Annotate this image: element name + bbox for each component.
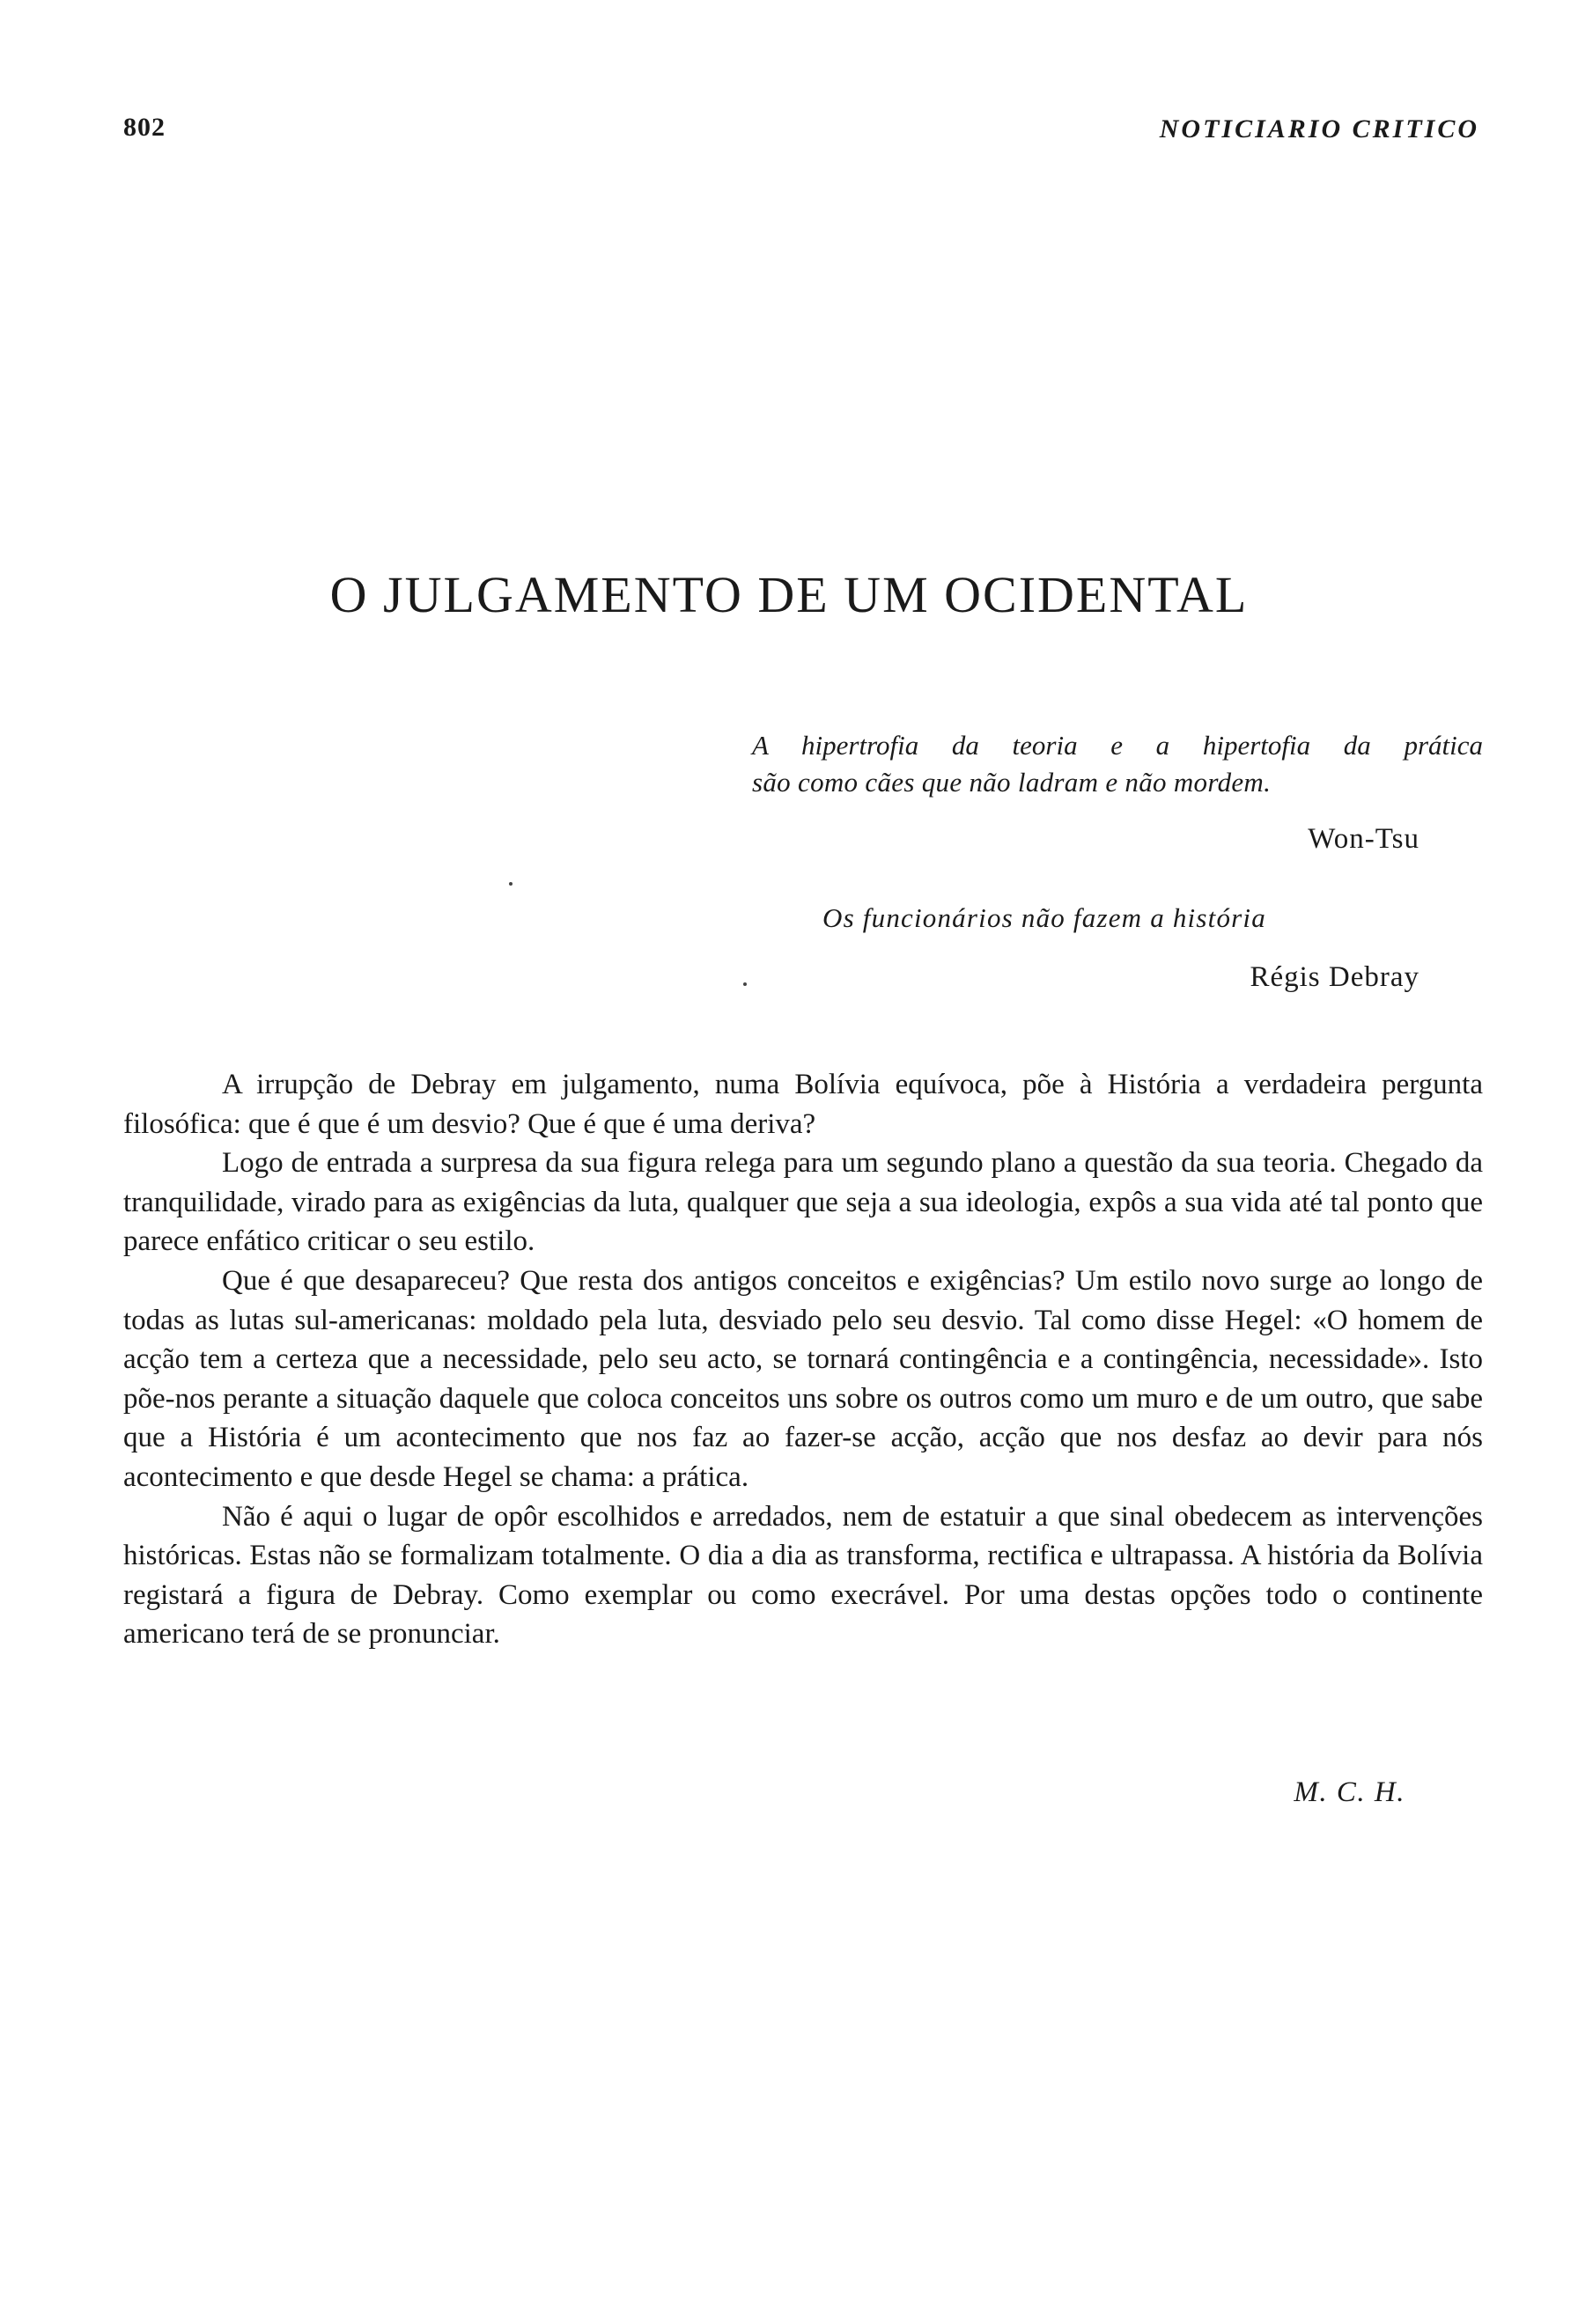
author-signature: M. C. H. — [1294, 1776, 1405, 1808]
page-number: 802 — [123, 113, 166, 142]
running-head: NOTICIARIO CRITICO — [1159, 114, 1479, 143]
epigraph-author: Régis Debray — [1250, 961, 1419, 993]
epigraph-line: A hipertrofia da teoria e a hipertofia da prática — [752, 730, 1483, 761]
epigraph-line: Os funcionários não fazem a história — [822, 902, 1266, 933]
paragraph: A irrupção de Debray em julgamento, numa Bolívia equívoca, põe à História a verdadeira pergunta filosófica: que é que é um desvio? Que é que é uma deriva? — [123, 1069, 1483, 1140]
article-body — [123, 1065, 1483, 1654]
epigraph-quote — [822, 900, 1266, 937]
epigraph-quote — [752, 727, 1483, 801]
print-speck — [509, 882, 512, 886]
paragraph: Logo de entrada a surpresa da sua figura relega para um segundo plano a questão da sua teoria. Chegado da tranquilidade, virado para as exigências da luta, qualquer que seja a sua ideologia, expôs a sua vida até tal ponto que parece enfático criticar o seu estilo. — [123, 1147, 1483, 1258]
epigraph-author: Won-Tsu — [1308, 823, 1419, 855]
article-title: O JULGAMENTO DE UM OCIDENTAL — [329, 566, 1249, 623]
print-speck — [743, 982, 747, 986]
paragraph: Não é aqui o lugar de opôr escolhidos e arredados, nem de estatuir a que sinal obedecem as intervenções históricas. Estas não se formalizam totalmente. O dia a dia as transforma, rectifica e ultrapassa. A história da Bolívia registará a figura de Debray. Como exemplar ou como execrável. Por uma destas opções todo o continente americano terá de se pronunciar. — [123, 1500, 1483, 1651]
paragraph: Que é que desapareceu? Que resta dos antigos conceitos e exigências? Um estilo novo surge ao longo de todas as lutas sul-americanas: moldado pela luta, desviado pelo seu desvio. Tal como disse Hegel: «O homem de acção tem a certeza que a necessidade, pelo seu acto, se tornará contingência e a contingência, necessidade». Isto põe-nos perante a situação daquele que coloca conceitos uns sobre os outros como um muro e de um outro, que sabe que a História é um acontecimento que nos faz ao fazer-se acção, acção que nos desfaz ao devir para nós acontecimento e que desde Hegel se chama: a prática. — [123, 1264, 1483, 1493]
epigraph-line: são como cães que não ladram e não mordem. — [752, 767, 1272, 798]
